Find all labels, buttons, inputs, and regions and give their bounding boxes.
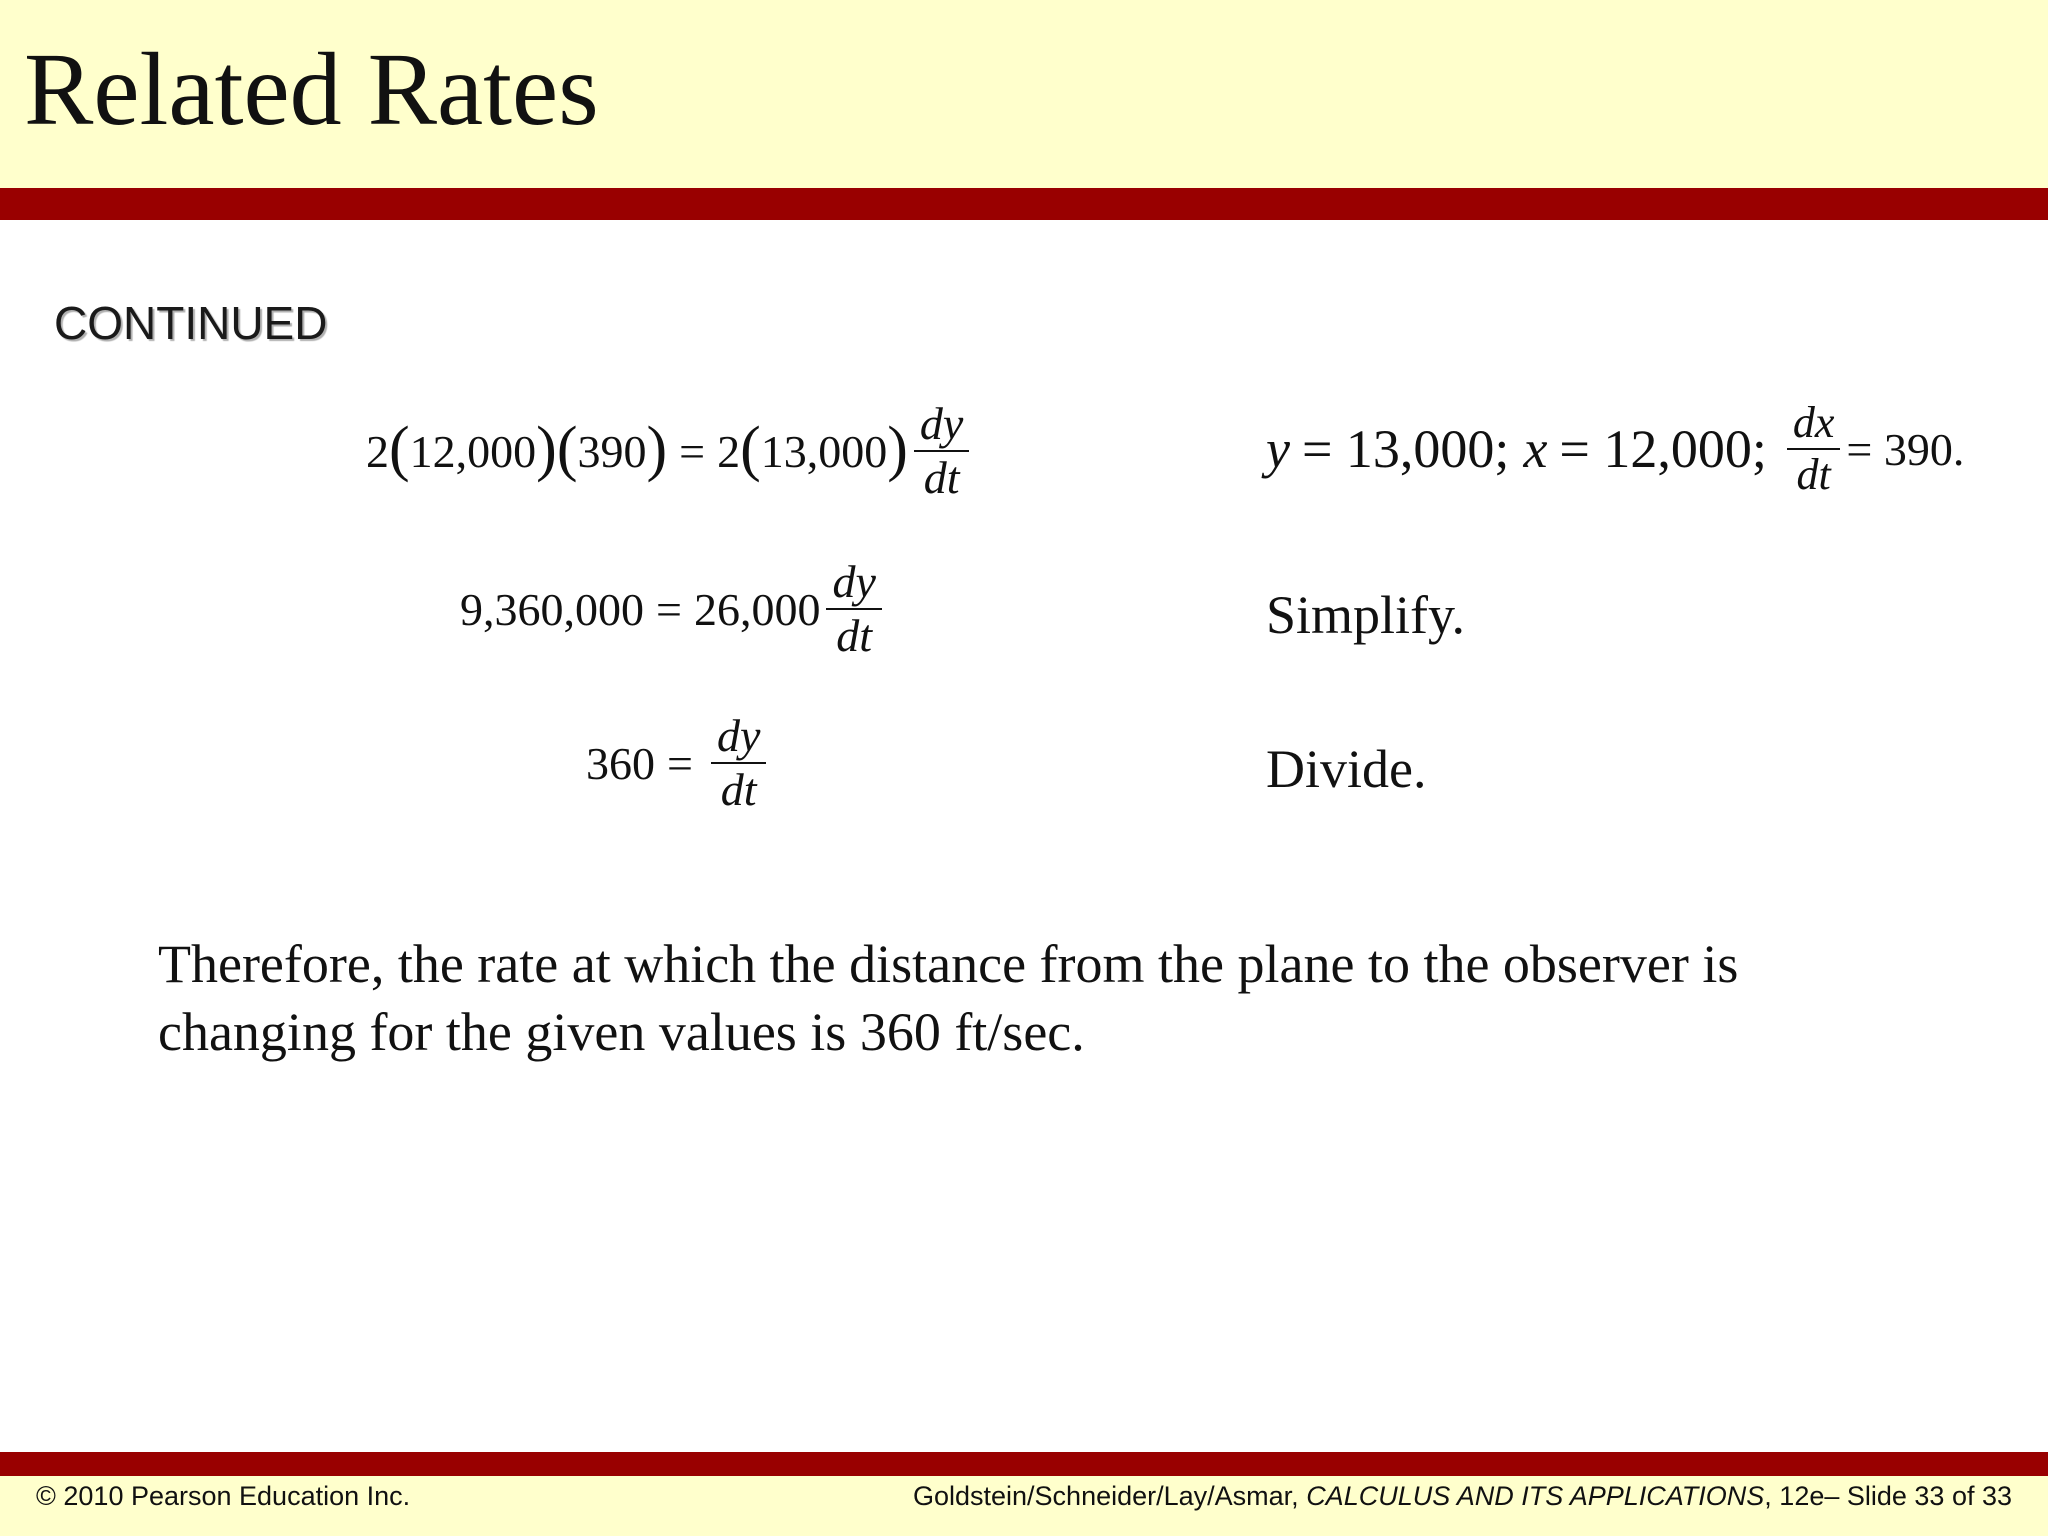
equation-1-coef: 2 [366,425,389,477]
fraction-denominator: dt [923,452,960,504]
paren-open: ( [556,415,578,484]
equals-sign: = [667,737,693,789]
footer-slide-info [913,1481,2012,1512]
equation-1 [366,400,975,503]
conclusion-line-2: changing for the given values is 360 ft/sec. [158,1002,1085,1062]
fraction-numerator: dx [1787,400,1841,450]
note-given-values [1266,400,1964,498]
footer-slide-number: , 12e– Slide 33 of 33 [1764,1481,2012,1511]
paren-open: ( [389,415,410,484]
fraction-numerator: dy [711,712,766,764]
paren-close: ) [887,415,908,484]
fraction-numerator: dy [826,558,881,610]
footer-divider-bar [0,1452,2048,1476]
note-divide: Divide. [1266,739,1427,799]
derivative-fraction [826,558,881,661]
paren-close: ) [536,415,557,484]
header-divider-bar [0,188,2048,220]
paren-open: ( [740,415,761,484]
dxdt-value: = 390. [1846,423,1965,475]
fraction-denominator: dt [836,610,873,662]
section-label: CONTINUED [54,297,328,349]
equals-sign: = [679,425,706,477]
equation-3 [586,712,772,815]
equation-1-factor-a: 12,000 [409,425,537,477]
equation-1-rhs-factor: 13,000 [760,425,888,477]
equation-2-lhs: 9,360,000 [460,583,644,635]
equation-2 [460,558,888,661]
note-simplify: Simplify. [1266,585,1466,645]
equation-1-factor-b: 390 [577,425,647,477]
variable-x: x [1523,419,1548,480]
footer-authors: Goldstein/Schneider/Lay/Asmar, [912,1481,1307,1511]
equation-2-rhs-coef: 26,000 [693,583,821,635]
derivative-fraction [914,400,969,503]
variable-y: y [1266,419,1290,480]
footer-copyright: © 2010 Pearson Education Inc. [36,1481,411,1511]
derivative-fraction [711,712,766,815]
conclusion-text [158,930,1958,1066]
equals-sign: = [656,583,682,635]
conclusion-line-1: Therefore, the rate at which the distance from the plane to the observer is [158,934,1739,994]
derivative-fraction [1787,400,1841,498]
footer-book-title: CALCULUS AND ITS APPLICATIONS [1306,1481,1765,1511]
equation-1-rhs-coef: 2 [717,425,741,477]
equation-3-lhs: 360 [586,737,655,789]
x-value: = 12,000; [1559,419,1767,480]
paren-close: ) [646,415,668,484]
fraction-numerator: dy [914,400,969,452]
slide-title: Related Rates [24,32,599,147]
y-value: = 13,000; [1301,419,1510,480]
fraction-denominator: dt [720,764,757,816]
fraction-denominator: dt [1796,450,1831,500]
